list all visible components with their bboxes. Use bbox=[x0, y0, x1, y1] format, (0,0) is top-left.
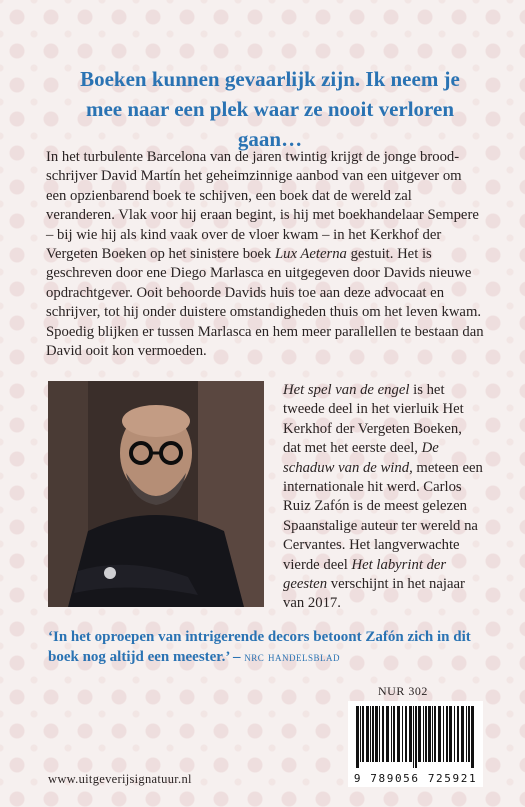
barcode-bar bbox=[457, 706, 459, 762]
barcode-bar bbox=[413, 706, 414, 768]
review-source: nrc handelsblad bbox=[244, 649, 340, 664]
review-quote bbox=[48, 627, 488, 667]
barcode-bar bbox=[446, 706, 448, 762]
barcode-bar bbox=[423, 706, 424, 762]
barcode-bar bbox=[360, 706, 361, 762]
barcode-bar bbox=[418, 706, 421, 762]
blurb-text-segment-1: Lux Aeterna bbox=[274, 246, 347, 263]
barcode-bar bbox=[468, 706, 470, 762]
author-bio-segment-1: is het tweede deel in het vierluik Het Kerkhof der Vergeten Boeken, dat met het eerste deel, bbox=[283, 382, 464, 457]
barcode-bar bbox=[434, 706, 436, 762]
barcode-bar bbox=[432, 706, 433, 762]
author-bio-segment-5: verschijnt in het najaar van 2017. bbox=[283, 576, 465, 612]
author-photo bbox=[48, 381, 264, 607]
barcode-bar bbox=[409, 706, 412, 762]
barcode-bar bbox=[461, 706, 464, 762]
barcode-bar bbox=[382, 706, 384, 762]
barcode-bar bbox=[379, 706, 380, 762]
barcode-bar bbox=[454, 706, 455, 762]
review-quote-text: ‘In het oproepen van intrigerende decors betoont Zafón zich in dit boek nog altijd een meester.’ – bbox=[48, 629, 471, 665]
author-bio-segment-3: , meteen een internationale hit werd. Carlos Ruiz Zafón is de meest gelezen Spaanstalige auteur ter wereld na Cervantes. Het langverwachte vierde deel bbox=[283, 459, 483, 573]
barcode-bar bbox=[449, 706, 452, 762]
author-bio bbox=[283, 381, 483, 614]
barcode-bar bbox=[362, 706, 364, 762]
barcode-bar bbox=[405, 706, 407, 762]
barcode-bar bbox=[372, 706, 374, 762]
barcode-bar bbox=[397, 706, 400, 762]
barcode-bar bbox=[438, 706, 441, 762]
blurb-text-segment-2: gestuit. Het is geschreven door ene Diego Marlasca en uitgegeven door Davids nieuwe opdrachtgever. Ooit behoorde Davids huis toe aan deze advocaat en schrijver, tot hij onder duistere omstandigheden thuis om het leven kwam. Spoedig blijken er tussen Marlasca en hem meer parallellen te bestaan dan David ooit kon vermoeden. bbox=[46, 246, 484, 360]
barcode-bar bbox=[375, 706, 378, 762]
author-bio-segment-4: Het labyrint der geesten bbox=[283, 556, 447, 593]
barcode-bar bbox=[415, 706, 417, 768]
author-bio-segment-2: De schaduw van de wind bbox=[283, 440, 439, 476]
blurb-text-segment-0: In het turbulente Barcelona van de jaren twintig krijgt de jonge broodschrijver David Martín het geheimzinnige aanbod van een uitgever om een opzienbarend boek te schijven, een boek dat de wereld zal veranderen. Vlak voor hij eraan begint, is hij met boekhandelaar Sempere – bij wie hij als kind vaak over de vloer kwam – in het Kerkhof der Vergeten Boeken op het sinistere boek bbox=[46, 149, 479, 263]
barcode-bars bbox=[354, 706, 477, 768]
barcode-bar bbox=[471, 706, 474, 768]
publisher-website[interactable]: www.uitgeverijsignatuur.nl bbox=[48, 772, 192, 786]
blurb-text bbox=[46, 148, 484, 361]
isbn-number: 9 789056 725921 bbox=[353, 772, 478, 785]
barcode-bar bbox=[466, 706, 467, 762]
barcode-bar bbox=[428, 706, 431, 762]
author-bio-segment-0: Het spel van de engel bbox=[283, 382, 410, 398]
barcode-bar bbox=[366, 706, 369, 762]
barcode bbox=[348, 701, 483, 787]
barcode-bar bbox=[391, 706, 392, 762]
tagline: Boeken kunnen gevaarlijk zijn. Ik neem je mee naar een plek waar ze nooit verloren gaan… bbox=[80, 67, 460, 151]
barcode-bar bbox=[393, 706, 395, 762]
barcode-bar bbox=[356, 706, 359, 768]
barcode-bar bbox=[425, 706, 427, 762]
barcode-bar bbox=[402, 706, 403, 762]
nur-code: NUR 302 bbox=[378, 684, 428, 698]
barcode-bar bbox=[386, 706, 389, 762]
barcode-bar bbox=[443, 706, 444, 762]
barcode-bar bbox=[370, 706, 371, 762]
